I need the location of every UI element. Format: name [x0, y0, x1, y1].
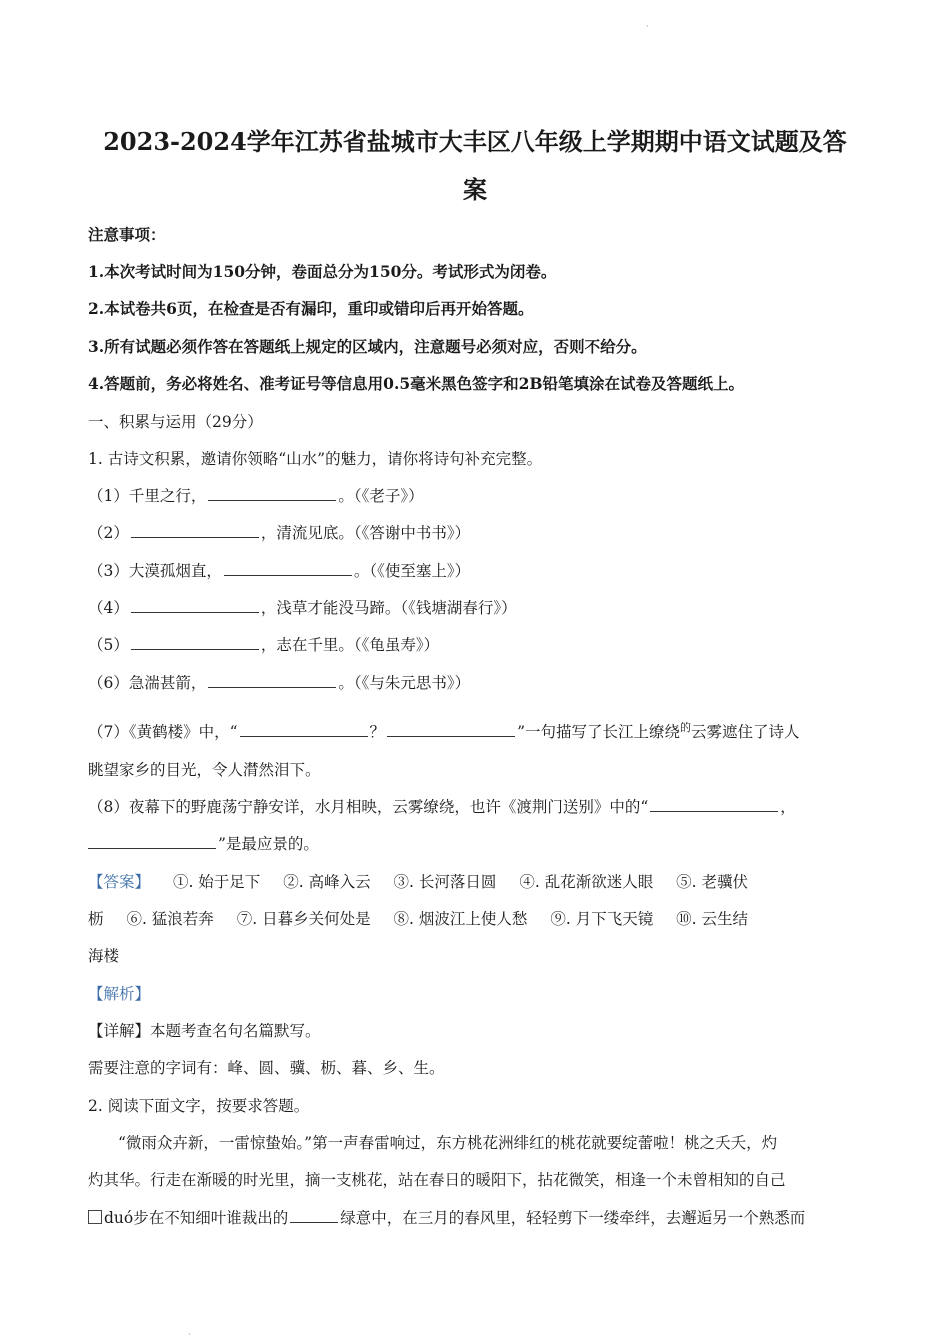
answer-blank	[650, 797, 778, 812]
item-text: ”是最应景的。	[218, 835, 319, 853]
paragraph-text: 绿意中，在三月的春风里，轻轻剪下一缕牵绊，去邂逅另一个熟悉而	[340, 1209, 806, 1227]
answer-item: ③. 长河落日圆	[393, 873, 497, 891]
analysis-detail: 【详解】本题考查名句名篇默写。	[88, 1022, 321, 1040]
item-text: （3）大漠孤烟直，	[88, 562, 222, 580]
item-text: ，清流见底。（《答谢中书书》）	[260, 524, 471, 542]
answer-blank	[131, 598, 259, 613]
item-text: 。（《使至塞上》）	[353, 562, 471, 580]
item-text: ，浅草才能没马蹄。（《钱塘湖春行》）	[260, 599, 517, 617]
title-line-2: 案	[463, 175, 487, 204]
analysis-label: 【解析】	[88, 985, 151, 1003]
item-text: 云雾遮住了诗人	[691, 723, 800, 742]
answer-blank	[88, 834, 216, 849]
answer-blank	[224, 561, 352, 576]
answer-item: ⑤. 老骥伏	[676, 873, 748, 891]
item-text: 。（《与朱元思书》）	[338, 674, 471, 692]
title-line-1: 2023-2024学年江苏省盐城市大丰区八年级上学期期中语文试题及答	[103, 127, 847, 156]
answer-blank	[387, 722, 515, 737]
item-text: （2）	[88, 524, 129, 542]
item-text: ？	[369, 723, 386, 742]
notice-heading: 注意事项：	[88, 225, 166, 244]
item-text: （6）急湍甚箭，	[88, 674, 207, 692]
item-text: 的	[680, 721, 691, 734]
question-2-paragraph-line-1: “微雨众卉新，一雷惊蛰始。”第一声春雷响过，东方桃花洲绯红的桃花就要绽蕾啦！桃之夭夭，灼	[118, 1134, 778, 1152]
notice-item-2: 2.本试卷共6页，在检查是否有漏印，重印或错印后再开始答题。	[88, 299, 534, 318]
notice-item-4: 4.答题前，务必将姓名、准考证号等信息用0.5毫米黑色签字和2B铅笔填涂在试卷及答题纸上。	[88, 374, 745, 393]
answer-item: ⑦. 日暮乡关何处是	[236, 910, 371, 928]
document-title	[60, 118, 890, 214]
question-1-item-6	[88, 671, 868, 695]
question-1-item-5	[88, 633, 868, 657]
answer-item: ⑧. 烟波江上使人愁	[393, 910, 528, 928]
answer-blank	[208, 486, 336, 501]
question-2-paragraph-line-3	[88, 1206, 868, 1230]
question-1-item-7-cont: 眺望家乡的目光，令人潸然泪下。	[88, 761, 321, 779]
answer-label: 【答案】	[88, 873, 151, 891]
notice-item-1: 1.本次考试时间为150分钟，卷面总分为150分。考试形式为闭卷。	[88, 262, 557, 281]
question-1-item-7	[88, 716, 868, 744]
paragraph-text: duó步在不知细叶谁裁出的	[104, 1209, 289, 1227]
question-1-item-4	[88, 596, 868, 620]
answer-item: ⑨. 月下飞天镜	[550, 910, 654, 928]
answer-row-3: 海楼	[88, 947, 120, 965]
answer-row-2	[88, 907, 868, 931]
question-1-item-8	[88, 795, 868, 819]
question-1-stem: 1. 古诗文积累，邀请你领略“山水”的魅力，请你将诗句补充完整。	[88, 450, 543, 468]
question-2-stem: 2. 阅读下面文字，按要求答题。	[88, 1097, 310, 1115]
answer-item: ⑥. 猛浪若奔	[126, 910, 214, 928]
answer-row-1	[88, 870, 868, 894]
item-text: （8）夜幕下的野鹿荡宁静安详，水月相映，云雾缭绕，也许《渡荆门送别》中的“	[88, 798, 649, 816]
answer-blank	[208, 673, 336, 688]
item-text: ，志在千里。（《龟虽寿》）	[260, 636, 440, 654]
question-1-item-1	[88, 484, 868, 508]
item-text: （5）	[88, 636, 129, 654]
answer-blank	[131, 523, 259, 538]
answer-item: ⑩. 云生结	[676, 910, 748, 928]
item-text: 。（《老子》）	[338, 487, 424, 505]
item-text: ”一句描写了长江上缭绕	[517, 723, 680, 742]
answer-blank	[290, 1208, 338, 1223]
answer-item: 枥	[88, 910, 104, 928]
answer-blank	[240, 722, 368, 737]
answer-item: ①. 始于足下	[172, 873, 261, 891]
item-text: ，	[780, 798, 796, 816]
question-2-paragraph-line-2: 灼其华。行走在渐暖的时光里，摘一支桃花，站在春日的暖阳下，拈花微笑，相逢一个未曾相知的自己	[88, 1171, 786, 1189]
missing-char-box	[88, 1210, 102, 1224]
notice-item-3: 3.所有试题必须作答在答题纸上规定的区域内，注意题号必须对应，否则不给分。	[88, 337, 647, 356]
item-text: （4）	[88, 599, 129, 617]
question-1-item-8-cont	[88, 832, 868, 856]
analysis-note: 需要注意的字词有：峰、圆、骥、枥、暮、乡、生。	[88, 1059, 445, 1077]
scan-dot: ·	[188, 1330, 191, 1339]
item-text: （7）《黄鹤楼》中，“	[88, 723, 238, 742]
section-heading: 一、积累与运用（29分）	[88, 413, 263, 431]
item-text: （1）千里之行，	[88, 487, 207, 505]
question-1-item-2	[88, 521, 868, 545]
answer-item: ②. 高峰入云	[283, 873, 371, 891]
answer-item: ④. 乱花渐欲迷人眼	[519, 873, 654, 891]
scan-dot: ·	[646, 22, 649, 31]
question-1-item-3	[88, 559, 868, 583]
answer-blank	[131, 635, 259, 650]
